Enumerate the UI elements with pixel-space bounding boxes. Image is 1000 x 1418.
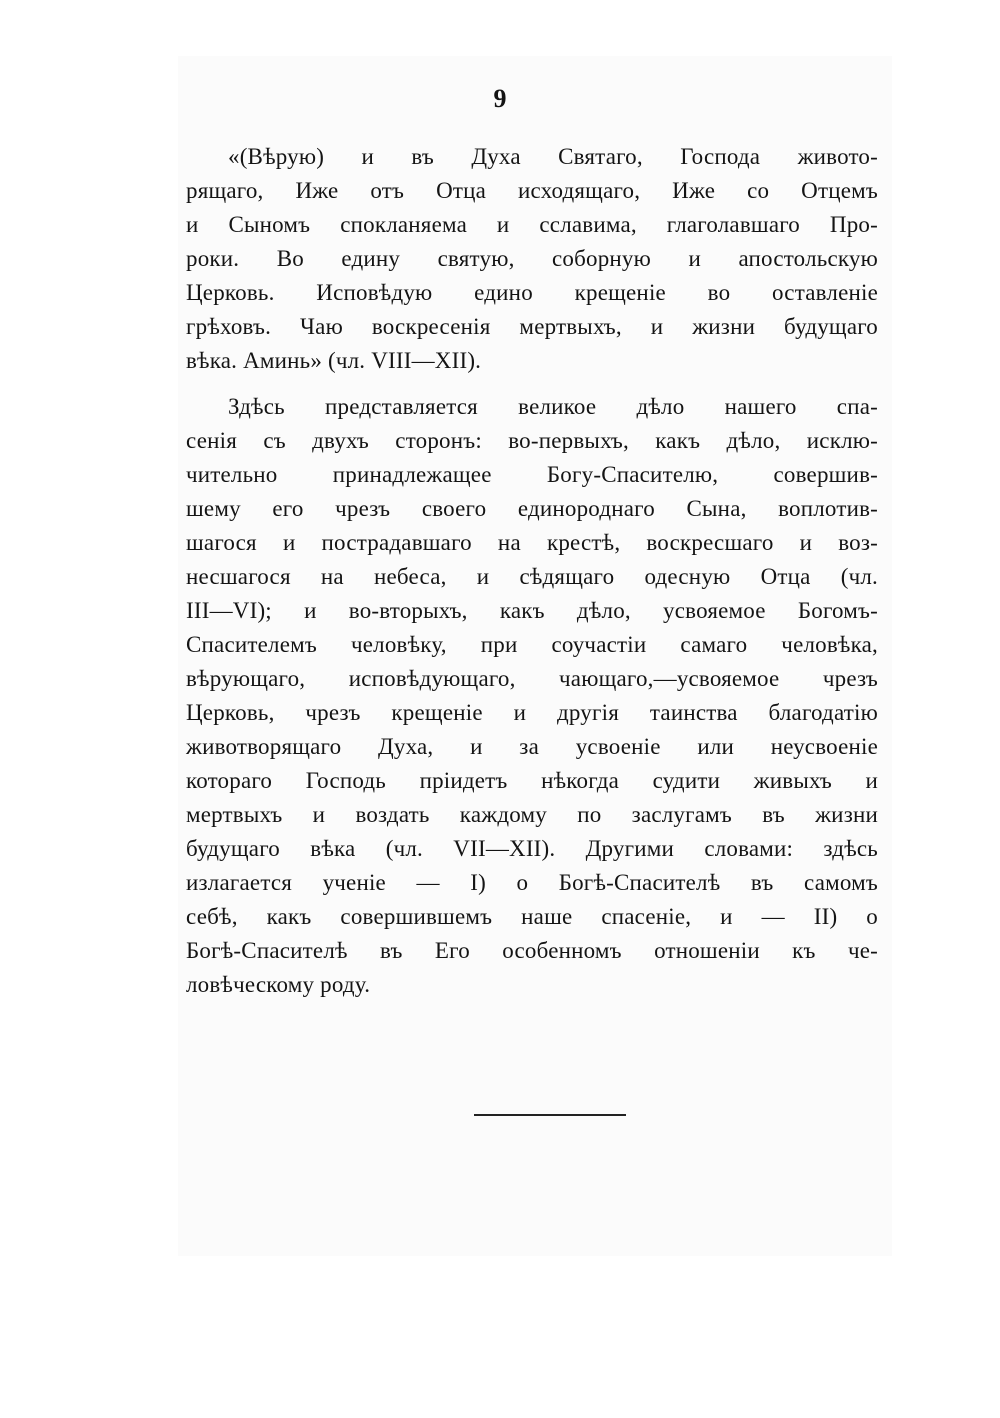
text-line: грѣховъ. Чаю воскресенія мертвыхъ, и жизни будущаго [186, 314, 878, 339]
text-line: шему его чрезъ своего единороднаго Сына, воплотив- [186, 496, 878, 521]
text-line: себѣ, какъ совершившемъ наше спасеніе, и — II) о [186, 904, 878, 929]
paragraph-creed [186, 140, 878, 378]
text-line: Церковь, чрезъ крещеніе и другія таинства благодатію [186, 700, 878, 725]
text-line: Богѣ-Спасителѣ въ Его особенномъ отношеніи къ че- [186, 938, 878, 963]
text-line: будущаго вѣка (чл. VII—XII). Другими словами: здѣсь [186, 836, 878, 861]
text-line: чительно принадлежащее Богу-Спасителю, совершив- [186, 462, 878, 487]
section-end-rule [474, 1114, 626, 1116]
text-line: вѣрующаго, исповѣдующаго, чающаго,—усвояемое чрезъ [186, 666, 878, 691]
paragraph-commentary [186, 390, 878, 1002]
text-line: ловѣческому роду. [186, 972, 371, 997]
text-line: III—VI); и во-вторыхъ, какъ дѣло, усвояемое Богомъ- [186, 598, 878, 623]
text-line: животворящаго Духа, и за усвоеніе или неусвоеніе [186, 734, 878, 759]
text-line: мертвыхъ и воздать каждому по заслугамъ въ жизни [186, 802, 878, 827]
text-line: «(Вѣрую) и въ Духа Святаго, Господа живото- [228, 144, 878, 169]
text-line: и Сыномъ спокланяема и сславима, глаголавшаго Про- [186, 212, 878, 237]
text-line: вѣка. Аминь» (чл. VIII—XII). [186, 348, 482, 373]
text-line: рящаго, Иже отъ Отца исходящаго, Иже со Отцемъ [186, 178, 878, 203]
text-line: котораго Господь пріидетъ нѣкогда судити живыхъ и [186, 768, 878, 793]
text-line: Спасителемъ человѣку, при соучастіи самаго человѣка, [186, 632, 878, 657]
text-line: несшагося на небеса, и сѣдящаго одесную Отца (чл. [186, 564, 878, 589]
page-number: 9 [493, 84, 507, 113]
text-line: сенія съ двухъ сторонъ: во-первыхъ, какъ дѣло, исклю- [186, 428, 878, 453]
text-line: Здѣсь представляется великое дѣло нашего спа- [228, 394, 878, 419]
text-line: Церковь. Исповѣдую едино крещеніе во оставленіе [186, 280, 878, 305]
text-line: излагается ученіе — I) о Богѣ-Спасителѣ въ самомъ [186, 870, 878, 895]
text-line: шагося и пострадавшаго на крестѣ, воскресшаго и воз- [186, 530, 878, 555]
body-text [186, 140, 878, 1002]
text-line: роки. Во едину святую, соборную и апостольскую [186, 246, 878, 271]
